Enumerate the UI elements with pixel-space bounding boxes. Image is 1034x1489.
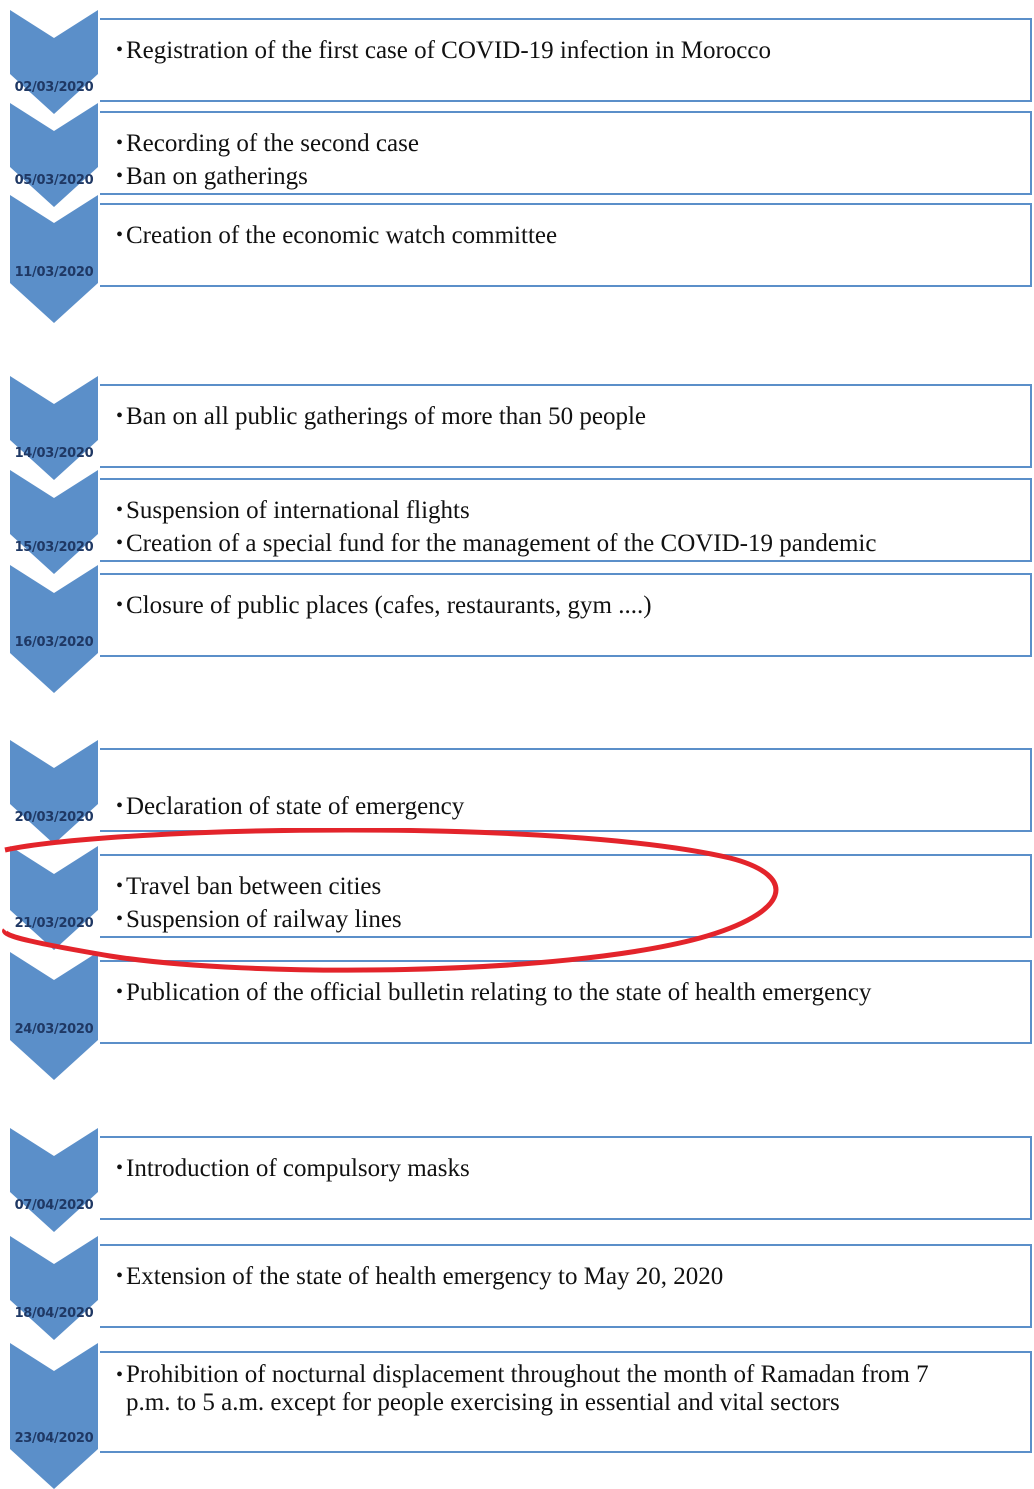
event-bullet-text: • Closure of public places (cafes, restaurants, gym ....) — [116, 589, 1016, 622]
event-date: 18/04/2020 — [14, 1306, 94, 1321]
event-bullet-list — [116, 1260, 1016, 1293]
event-bullet-list — [116, 870, 1016, 936]
event-bullet-text: • Ban on gatherings — [116, 160, 1016, 193]
event-bullet-list — [116, 400, 1016, 433]
event-text-box — [100, 1136, 1032, 1220]
event-text-box — [100, 854, 1032, 938]
event-date: 05/03/2020 — [14, 173, 94, 188]
event-bullet-list — [116, 1361, 1016, 1417]
event-text-box — [100, 1244, 1032, 1328]
event-text-box — [100, 18, 1032, 102]
event-bullet-list — [116, 790, 1016, 823]
event-text-box — [100, 1351, 1032, 1453]
event-bullet-text: • Creation of a special fund for the management of the COVID-19 pandemic — [116, 527, 1016, 560]
chevron-arrow-shape — [10, 846, 98, 950]
event-bullet-text: • Registration of the first case of COVID-19 infection in Morocco — [116, 34, 1016, 67]
event-bullet-text: • Ban on all public gatherings of more than 50 people — [116, 400, 1016, 433]
event-date: 16/03/2020 — [14, 635, 94, 650]
event-bullet-text: • Suspension of railway lines — [116, 903, 1016, 936]
event-bullet-text: • Suspension of international flights — [116, 494, 1016, 527]
event-text-box — [100, 478, 1032, 562]
chevron-arrow-shape — [10, 195, 98, 323]
event-date: 07/04/2020 — [14, 1198, 94, 1213]
chevron-arrow-shape — [10, 1343, 98, 1489]
event-date: 14/03/2020 — [14, 446, 94, 461]
event-bullet-text: • Introduction of compulsory masks — [116, 1152, 1016, 1185]
event-text-box — [100, 111, 1032, 195]
event-bullet-list — [116, 976, 1016, 1009]
chevron-arrow-shape — [10, 565, 98, 693]
event-date: 21/03/2020 — [14, 916, 94, 931]
event-date: 23/04/2020 — [14, 1431, 94, 1446]
event-text-box — [100, 748, 1032, 832]
event-bullet-list — [116, 219, 1016, 252]
event-bullet-list — [116, 34, 1016, 67]
event-bullet-list — [116, 127, 1016, 193]
event-text-box — [100, 203, 1032, 287]
event-bullet-list — [116, 589, 1016, 622]
event-bullet-list — [116, 1152, 1016, 1185]
event-bullet-text: • Recording of the second case — [116, 127, 1016, 160]
chevron-arrow-shape — [10, 740, 98, 844]
chevron-arrow-shape — [10, 376, 98, 480]
event-text-box — [100, 960, 1032, 1044]
event-bullet-text: • Creation of the economic watch committee — [116, 219, 1016, 252]
event-bullet-list — [116, 494, 1016, 560]
chevron-arrow-shape — [10, 103, 98, 207]
event-date: 11/03/2020 — [14, 265, 94, 280]
event-date: 15/03/2020 — [14, 540, 94, 555]
chevron-arrow-shape — [10, 1128, 98, 1232]
event-bullet-text: • Extension of the state of health emergency to May 20, 2020 — [116, 1260, 1016, 1293]
event-bullet-text: • Publication of the official bulletin relating to the state of health emergency — [116, 976, 1016, 1009]
event-date: 02/03/2020 — [14, 80, 94, 95]
chevron-arrow-shape — [10, 952, 98, 1080]
event-bullet-text: • Travel ban between cities — [116, 870, 1016, 903]
event-bullet-text: • Declaration of state of emergency — [116, 790, 1016, 823]
event-date: 20/03/2020 — [14, 810, 94, 825]
chevron-arrow-shape — [10, 1236, 98, 1340]
event-date: 24/03/2020 — [14, 1022, 94, 1037]
chevron-arrow-shape — [10, 10, 98, 114]
event-text-box — [100, 384, 1032, 468]
event-bullet-text: p.m. to 5 a.m. except for people exercising in essential and vital sectors — [126, 1389, 840, 1416]
event-bullet-text: • Prohibition of nocturnal displacement throughout the month of Ramadan from 7 — [116, 1361, 1016, 1389]
event-text-box — [100, 573, 1032, 657]
chevron-arrow-shape — [10, 470, 98, 574]
